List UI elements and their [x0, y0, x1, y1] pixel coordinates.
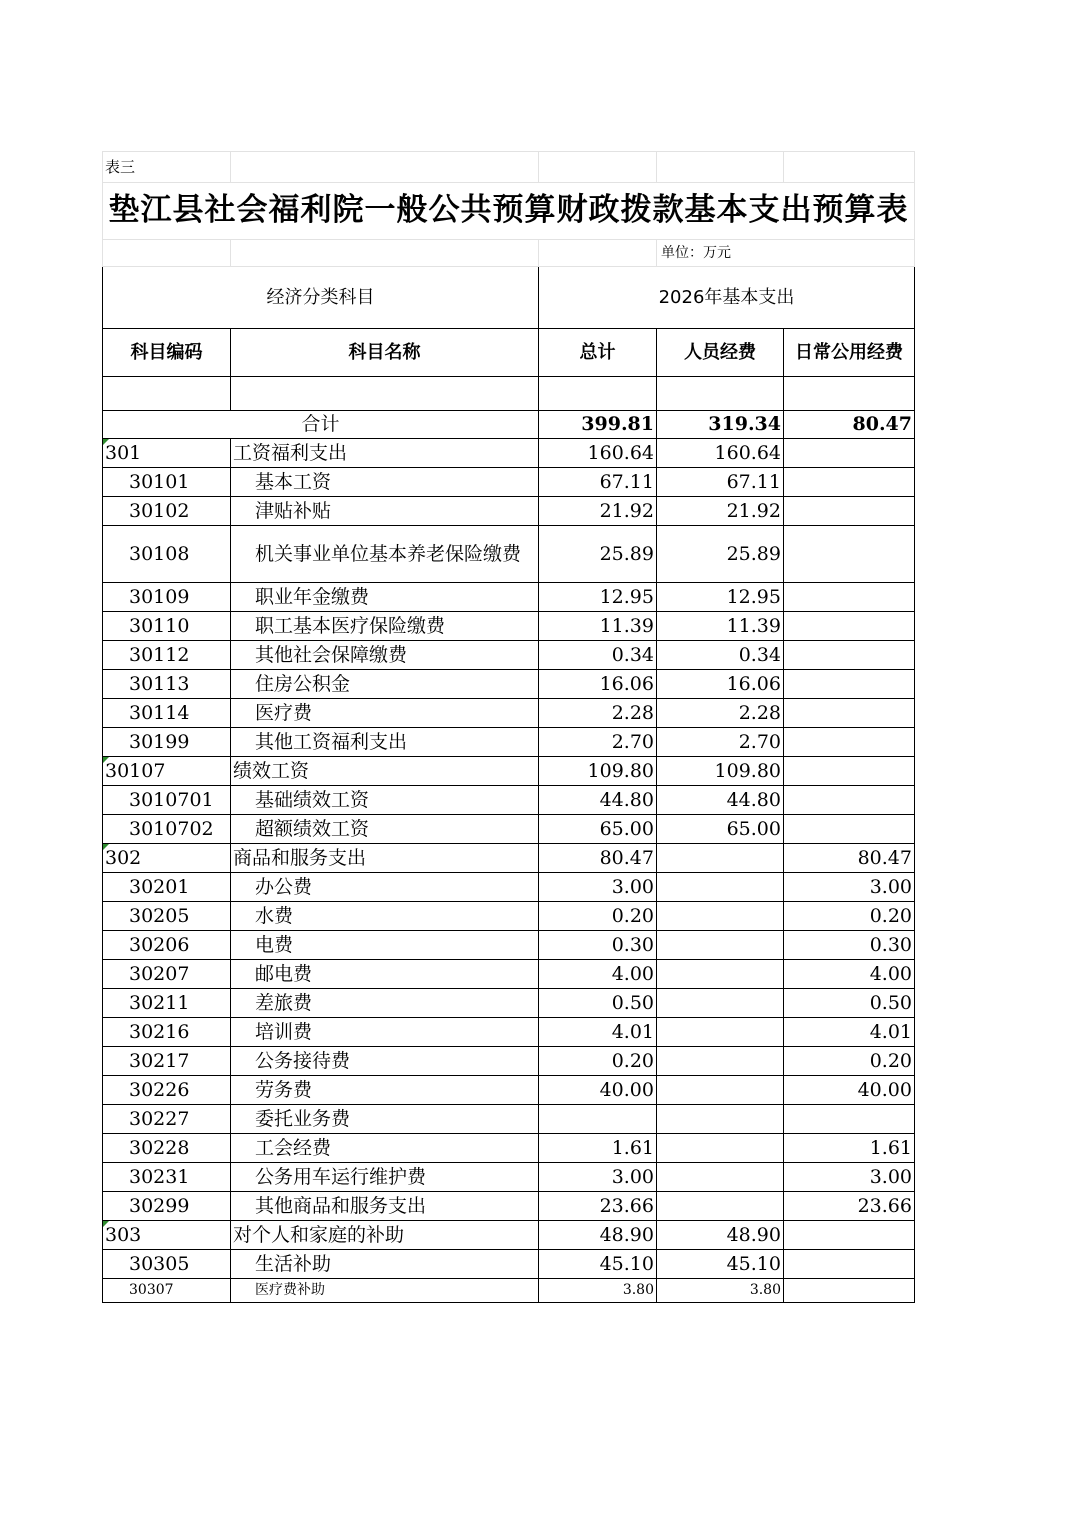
row-total: 3.00: [539, 873, 657, 902]
table-row: [103, 1192, 915, 1221]
row-code: 30227: [103, 1105, 231, 1134]
row-total: 0.30: [539, 931, 657, 960]
header-personnel: 人员经费: [657, 329, 784, 377]
row-public: [784, 641, 915, 670]
row-public: [784, 728, 915, 757]
table-row: [103, 1076, 915, 1105]
row-code: 30110: [103, 612, 231, 641]
row-name: 邮电费: [231, 960, 539, 989]
row-code: 30206: [103, 931, 231, 960]
row-public: 80.47: [784, 844, 915, 873]
row-name: 培训费: [231, 1018, 539, 1047]
table-row: [103, 1279, 915, 1303]
row-name: 办公费: [231, 873, 539, 902]
row-name: 商品和服务支出: [231, 844, 539, 873]
row-total: 44.80: [539, 786, 657, 815]
row-total: 2.28: [539, 699, 657, 728]
row-code: 30109: [103, 583, 231, 612]
row-code: 30113: [103, 670, 231, 699]
row-public: [784, 583, 915, 612]
row-total: 160.64: [539, 439, 657, 468]
row-personnel: 48.90: [657, 1221, 784, 1250]
header-code: 科目编码: [103, 329, 231, 377]
row-public: [784, 757, 915, 786]
row-name: 超额绩效工资: [231, 815, 539, 844]
table-row: [103, 468, 915, 497]
table-row: [103, 583, 915, 612]
row-personnel: [657, 931, 784, 960]
row-total: 2.70: [539, 728, 657, 757]
row-public: 0.20: [784, 1047, 915, 1076]
totals-personnel: 319.34: [657, 411, 784, 439]
row-total: 0.34: [539, 641, 657, 670]
row-code: 30226: [103, 1076, 231, 1105]
table-row: [103, 902, 915, 931]
row-name: 职工基本医疗保险缴费: [231, 612, 539, 641]
row-total: 0.50: [539, 989, 657, 1018]
row-public: [784, 786, 915, 815]
row-personnel: 12.95: [657, 583, 784, 612]
row-total: 0.20: [539, 902, 657, 931]
row-name: 机关事业单位基本养老保险缴费: [231, 526, 539, 583]
row-personnel: 160.64: [657, 439, 784, 468]
row-code: 3010702: [103, 815, 231, 844]
totals-total: 399.81: [539, 411, 657, 439]
table-row: [103, 1250, 915, 1279]
row-total: 4.00: [539, 960, 657, 989]
table-row: [103, 1018, 915, 1047]
row-public: 40.00: [784, 1076, 915, 1105]
row-name: 对个人和家庭的补助: [231, 1221, 539, 1250]
row-code: 30216: [103, 1018, 231, 1047]
row-public: [784, 699, 915, 728]
row-name: 公务接待费: [231, 1047, 539, 1076]
row-personnel: [657, 844, 784, 873]
row-personnel: [657, 873, 784, 902]
row-total: 48.90: [539, 1221, 657, 1250]
row-personnel: [657, 1105, 784, 1134]
row-name: 绩效工资: [231, 757, 539, 786]
row-personnel: [657, 989, 784, 1018]
row-personnel: 16.06: [657, 670, 784, 699]
row-name: 基础绩效工资: [231, 786, 539, 815]
row-public: 0.50: [784, 989, 915, 1018]
row-code: 30101: [103, 468, 231, 497]
row-personnel: [657, 1076, 784, 1105]
row-code: 30231: [103, 1163, 231, 1192]
table-row: [103, 670, 915, 699]
table-row: [103, 815, 915, 844]
row-public: 4.01: [784, 1018, 915, 1047]
table-label: 表三: [103, 152, 231, 183]
row-total: 3.00: [539, 1163, 657, 1192]
budget-table: [102, 151, 915, 1303]
row-personnel: 2.28: [657, 699, 784, 728]
row-name: 住房公积金: [231, 670, 539, 699]
row-personnel: [657, 1163, 784, 1192]
row-total: 25.89: [539, 526, 657, 583]
row-total: 3.80: [539, 1279, 657, 1303]
row-code: 30305: [103, 1250, 231, 1279]
row-personnel: [657, 1018, 784, 1047]
row-name: 津贴补贴: [231, 497, 539, 526]
row-total: 12.95: [539, 583, 657, 612]
row-code: 30207: [103, 960, 231, 989]
row-public: [784, 670, 915, 699]
row-total: 16.06: [539, 670, 657, 699]
table-row: [103, 641, 915, 670]
row-personnel: 25.89: [657, 526, 784, 583]
row-total: 11.39: [539, 612, 657, 641]
row-code: 30199: [103, 728, 231, 757]
row-public: 0.30: [784, 931, 915, 960]
row-name: 医疗费补助: [231, 1279, 539, 1303]
row-personnel: 45.10: [657, 1250, 784, 1279]
table-row: [103, 1134, 915, 1163]
row-code: 30201: [103, 873, 231, 902]
row-code: 30299: [103, 1192, 231, 1221]
row-name: 工会经费: [231, 1134, 539, 1163]
row-name: 委托业务费: [231, 1105, 539, 1134]
row-total: 65.00: [539, 815, 657, 844]
row-public: 23.66: [784, 1192, 915, 1221]
row-total: [539, 1105, 657, 1134]
row-public: [784, 468, 915, 497]
row-name: 差旅费: [231, 989, 539, 1018]
row-total: 80.47: [539, 844, 657, 873]
header-public: 日常公用经费: [784, 329, 915, 377]
row-total: 4.01: [539, 1018, 657, 1047]
row-personnel: [657, 1192, 784, 1221]
row-total: 23.66: [539, 1192, 657, 1221]
row-total: 1.61: [539, 1134, 657, 1163]
row-public: [784, 439, 915, 468]
row-code: 303: [103, 1221, 231, 1250]
row-code: 302: [103, 844, 231, 873]
table-row: [103, 786, 915, 815]
header-basic-expenditure: 2026年基本支出: [539, 267, 915, 329]
row-name: 其他社会保障缴费: [231, 641, 539, 670]
row-personnel: 11.39: [657, 612, 784, 641]
row-name: 基本工资: [231, 468, 539, 497]
table-row: [103, 1047, 915, 1076]
table-row: [103, 757, 915, 786]
row-name: 医疗费: [231, 699, 539, 728]
row-name: 公务用车运行维护费: [231, 1163, 539, 1192]
row-name: 其他工资福利支出: [231, 728, 539, 757]
table-row: [103, 1163, 915, 1192]
row-personnel: [657, 1134, 784, 1163]
row-public: [784, 1250, 915, 1279]
row-personnel: 67.11: [657, 468, 784, 497]
row-personnel: [657, 1047, 784, 1076]
row-code: 30307: [103, 1279, 231, 1303]
table-row: [103, 1221, 915, 1250]
table-row: [103, 873, 915, 902]
row-public: [784, 1279, 915, 1303]
table-row: [103, 526, 915, 583]
row-total: 40.00: [539, 1076, 657, 1105]
row-code: 30228: [103, 1134, 231, 1163]
row-public: 4.00: [784, 960, 915, 989]
row-personnel: 44.80: [657, 786, 784, 815]
row-personnel: 2.70: [657, 728, 784, 757]
row-code: 301: [103, 439, 231, 468]
totals-public: 80.47: [784, 411, 915, 439]
row-name: 电费: [231, 931, 539, 960]
row-personnel: [657, 960, 784, 989]
row-personnel: 21.92: [657, 497, 784, 526]
row-public: 0.20: [784, 902, 915, 931]
table-row: [103, 699, 915, 728]
totals-row: [103, 411, 915, 439]
row-public: 3.00: [784, 1163, 915, 1192]
table-row: [103, 931, 915, 960]
row-public: 1.61: [784, 1134, 915, 1163]
row-public: [784, 1105, 915, 1134]
row-public: [784, 1221, 915, 1250]
row-name: 工资福利支出: [231, 439, 539, 468]
header-total: 总计: [539, 329, 657, 377]
row-code: 30112: [103, 641, 231, 670]
row-public: [784, 526, 915, 583]
row-code: 30205: [103, 902, 231, 931]
row-personnel: 0.34: [657, 641, 784, 670]
table-row: [103, 989, 915, 1018]
row-name: 其他商品和服务支出: [231, 1192, 539, 1221]
table-row: [103, 728, 915, 757]
row-code: 30107: [103, 757, 231, 786]
row-personnel: 65.00: [657, 815, 784, 844]
table-row: [103, 497, 915, 526]
row-personnel: 3.80: [657, 1279, 784, 1303]
header-name: 科目名称: [231, 329, 539, 377]
table-row: [103, 960, 915, 989]
table-row: [103, 1105, 915, 1134]
totals-label: 合计: [103, 411, 539, 439]
budget-sheet: [102, 151, 914, 1303]
table-row: [103, 612, 915, 641]
table-row: [103, 439, 915, 468]
row-personnel: [657, 902, 784, 931]
row-total: 21.92: [539, 497, 657, 526]
row-code: 30114: [103, 699, 231, 728]
unit-label: 单位：万元: [657, 240, 915, 267]
row-code: 30211: [103, 989, 231, 1018]
row-total: 109.80: [539, 757, 657, 786]
row-total: 67.11: [539, 468, 657, 497]
row-public: [784, 612, 915, 641]
row-code: 30108: [103, 526, 231, 583]
row-public: 3.00: [784, 873, 915, 902]
row-name: 生活补助: [231, 1250, 539, 1279]
row-total: 45.10: [539, 1250, 657, 1279]
table-row: [103, 844, 915, 873]
page-title: 垫江县社会福利院一般公共预算财政拨款基本支出预算表: [103, 183, 915, 240]
header-economic-category: 经济分类科目: [103, 267, 539, 329]
row-public: [784, 497, 915, 526]
row-total: 0.20: [539, 1047, 657, 1076]
row-name: 劳务费: [231, 1076, 539, 1105]
row-name: 水费: [231, 902, 539, 931]
row-code: 30217: [103, 1047, 231, 1076]
row-name: 职业年金缴费: [231, 583, 539, 612]
row-public: [784, 815, 915, 844]
row-personnel: 109.80: [657, 757, 784, 786]
row-code: 3010701: [103, 786, 231, 815]
row-code: 30102: [103, 497, 231, 526]
